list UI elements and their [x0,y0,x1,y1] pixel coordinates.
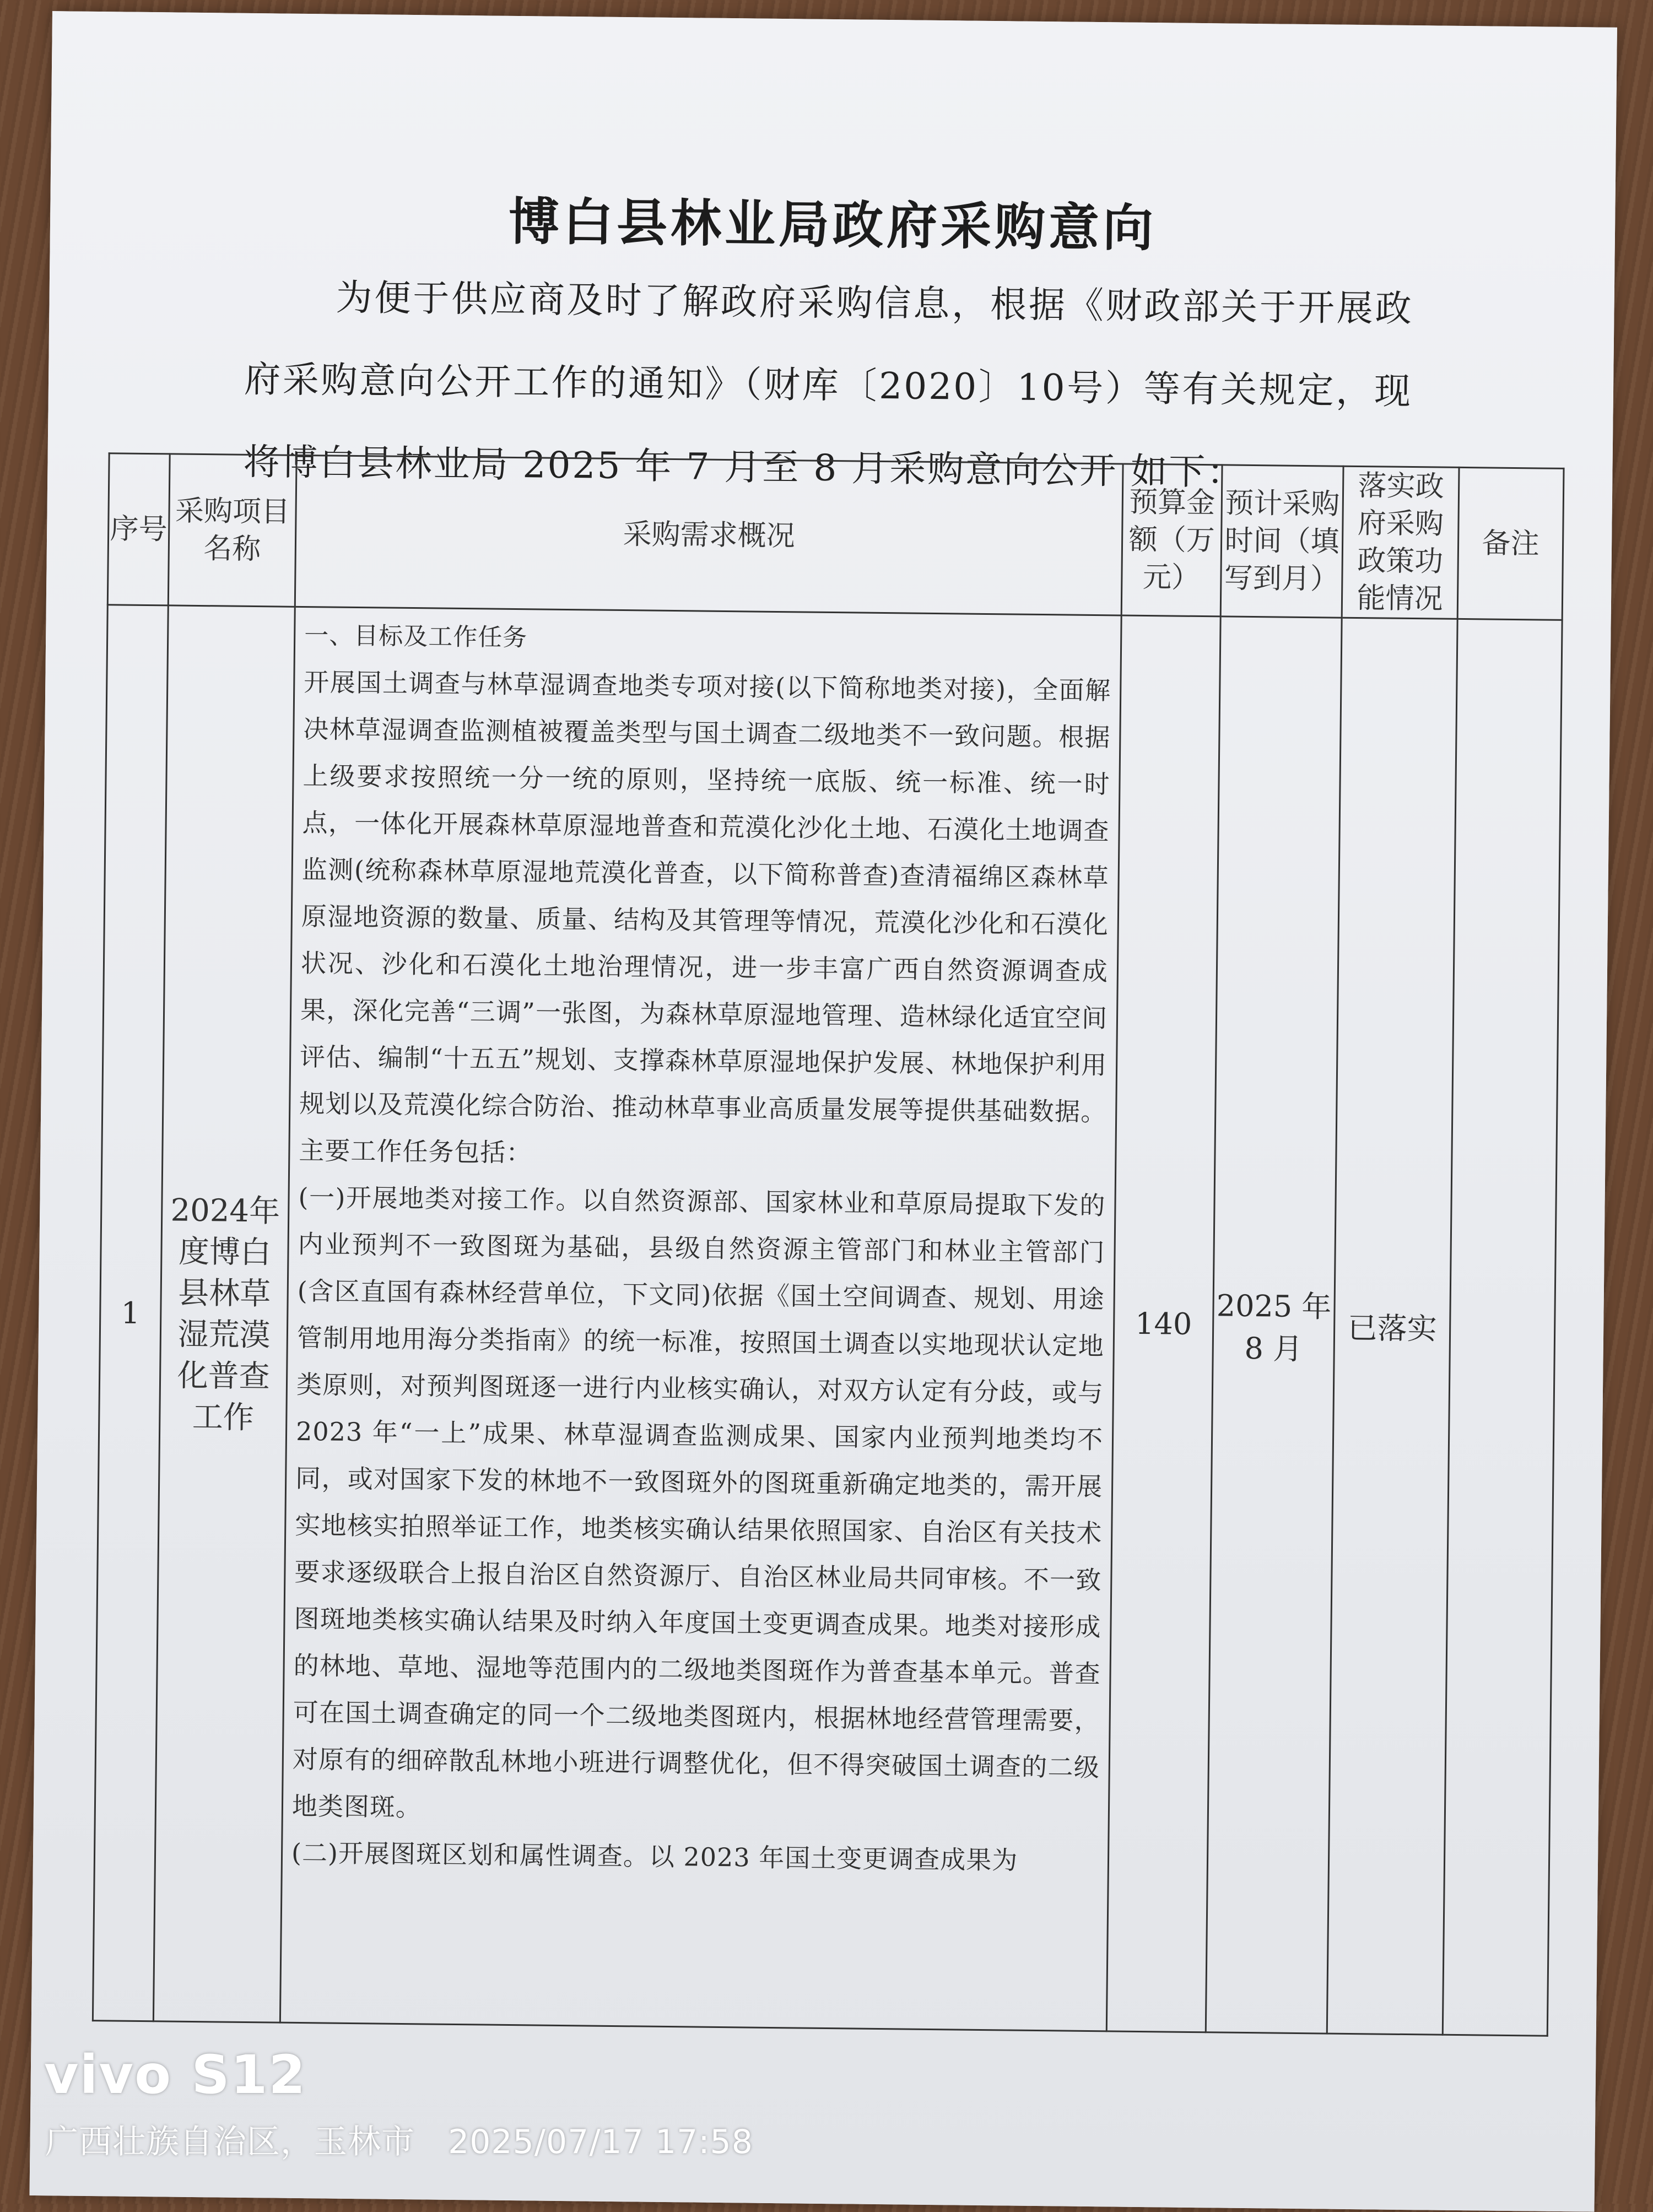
cell-policy: 已落实 [1327,618,1457,2035]
procurement-table [92,452,1565,2037]
camera-brand-watermark: vivo S12 [44,2044,307,2106]
desc-heading: 一、目标及工作任务 [304,621,528,652]
desc-paragraph-2: (一)开展地类对接工作。以自然资源部、国家林业和草原局提取下发的内业预判不一致图斑为基础，县级自然资源主管部门和林业主管部门(含区直国有森林经营单位，下文同)依据《国土空间调查、规划、用途管制用地用海分类指南》的统一标准，按照国土调查以实地现状认定地类原则，对预判图斑逐一进行内业核实确认，对双方认定有分歧，或与 2023 年“一上”成果、林草湿调查监测成果、国家内业预判地类均不同，或对国家下发的林地不一致图斑外的图斑重新确定地类的，需开展实地核实拍照举证工作，地类核实确认结果依照国家、自治区有关技术要求逐级联合上报自治区自然资源厅、自治区林业局共同审核。不一致图斑地类核实确认结果及时纳入年度国土变更调查成果。地类对接形成的林地、草地、湿地等范围内的二级地类图斑作为普查基本单元。普查可在国土调查确定的同一个二级地类图斑内，根据林地经营管理需要，对原有的细碎散乱林地小班进行调整优化，但不得突破国土调查的二级地类图斑。 [291,1182,1106,1822]
paper-sheet [30,11,1617,2212]
header-desc: 采购需求概况 [295,455,1123,615]
cell-time: 2025 年 8 月 [1206,616,1342,2033]
cell-seq: 1 [93,605,168,2021]
document-title: 博白县林业局政府采购意向 [508,192,1157,258]
table-row [93,605,1562,2036]
watermark-location: 广西壮族自治区，玉林市 [45,2123,415,2161]
camera-info-watermark [45,2116,775,2163]
intro-paragraph: 为便于供应商及时了解政府采购信息，根据《财政部关于开展政府采购意向公开工作的通知》（财库〔2020〕10号）等有关规定，现将博白县林业局 2025 年 7 月至 8 月采购意向公开 如下： [243,276,1413,494]
header-seq: 序号 [107,453,170,605]
cell-budget: 140 [1106,615,1220,2032]
desc-paragraph-3: (二)开展图斑区划和属性调查。以 2023 年国土变更调查成果为 [291,1837,1018,1875]
header-name: 采购项目名称 [168,454,296,607]
cell-note [1443,619,1562,2036]
cell-project-name: 2024年度博白县林草湿荒漠化普查工作 [153,605,295,2022]
header-time: 预计采购时间（填写到月） [1220,465,1343,618]
header-policy: 落实政府采购政策功能情况 [1342,466,1459,619]
cell-description [280,607,1121,2031]
header-note: 备注 [1457,467,1564,620]
watermark-datetime: 2025/07/17 17:58 [448,2123,753,2161]
desc-paragraph-1: 开展国土调查与林草湿调查地类专项对接(以下简称地类对接)，全面解决林草湿调查监测植被覆盖类型与国土调查二级地类不一致问题。根据上级要求按照统一分一统的原则，坚持统一底版、统一标准、统一时点，一体化开展森林草原湿地普查和荒漠化沙化土地、石漠化土地调查监测(统称森林草原湿地荒漠化普查，以下简称普查)查清福绵区森林草原湿地资源的数量、质量、结构及其管理等情况，荒漠化沙化和石漠化状况、沙化和石漠化土地治理情况，进一步丰富广西自然资源调查成果，深化完善“三调”一张图，为森林草原湿地管理、造林绿化适宜空间评估、编制“十五五”规划、支撑森林草原湿地保护发展、林地保护利用规划以及荒漠化综合防治、推动林草事业高质量发展等提供基础数据。主要工作任务包括： [299,667,1111,1168]
table-header-row [107,453,1564,620]
header-budget: 预算金额（万元） [1121,464,1222,616]
